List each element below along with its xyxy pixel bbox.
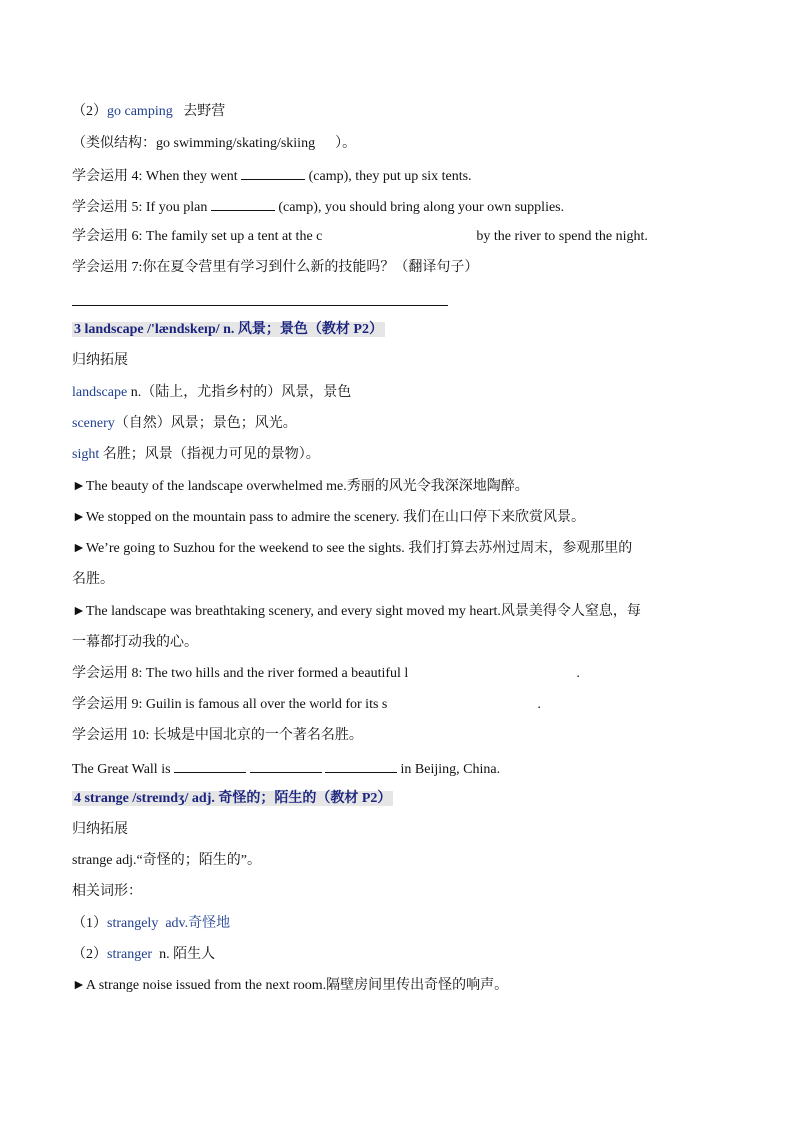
- practice-5-rest: (camp), you should bring along your own supplies.: [278, 200, 565, 215]
- phrase-translation: 去野营: [183, 104, 226, 119]
- related-forms-label: 相关词形：: [72, 884, 142, 899]
- practice-10-blank-3[interactable]: [325, 758, 397, 773]
- word-strangely: strangely: [107, 916, 159, 931]
- similar-structure-text: （类似结构：go swimming/skating/skiing: [72, 136, 316, 151]
- practice-10-blank-1[interactable]: [174, 758, 246, 773]
- practice-9-text: 学会运用 9: Guilin is famous all over the world for its s: [72, 697, 388, 712]
- def-scenery: [72, 414, 297, 434]
- section-3-guina: 归纳拓展: [72, 353, 128, 368]
- practice-4-rest: (camp), they put up six tents.: [308, 169, 472, 184]
- def-scenery-text: （自然）风景；景色；风光。: [114, 416, 297, 431]
- related-1-index: （1）: [72, 916, 107, 931]
- def-strange: strange adj.“奇怪的；陌生的”。: [72, 853, 261, 868]
- word-landscape: landscape: [72, 385, 128, 400]
- def-sight-text: 名胜；风景（指视力可见的景物）。: [99, 447, 320, 462]
- practice-10: 学会运用 10: 长城是中国北京的一个著名名胜。: [72, 728, 363, 743]
- practice-10-start: The Great Wall is: [72, 762, 171, 777]
- example-3-1: ►The beauty of the landscape overwhelmed me.秀丽的风光令我深深地陶醉。: [72, 479, 529, 494]
- practice-5-blank[interactable]: [211, 196, 275, 211]
- section-3-heading: 3 landscape /'lændskeɪp/ n. 风景；景色（教材 P2）: [74, 322, 383, 337]
- practice-8-end: .: [576, 666, 580, 681]
- practice-9-end: .: [537, 697, 541, 712]
- phrase-go-camping: go camping: [107, 104, 173, 119]
- item-index: （2）: [72, 104, 107, 119]
- example-3-3b: 名胜。: [72, 572, 114, 587]
- related-2-def: n. 陌生人: [159, 947, 216, 962]
- section-4-heading: 4 strange /streɪndʒ/ adj. 奇怪的；陌生的（教材 P2）: [74, 791, 392, 806]
- section-4-heading-line: [72, 789, 393, 809]
- related-stranger: [72, 945, 215, 965]
- def-sight: [72, 445, 320, 465]
- practice-6-rest: by the river to spend the night.: [476, 229, 648, 244]
- similar-structure-note: [72, 134, 356, 154]
- item-go-camping: [72, 102, 225, 122]
- practice-4-blank[interactable]: [241, 165, 305, 180]
- practice-4-text: 学会运用 4: When they went: [72, 169, 238, 184]
- related-2-index: （2）: [72, 947, 107, 962]
- practice-8-text: 学会运用 8: The two hills and the river formed a beautiful l: [72, 666, 409, 681]
- similar-structure-close: ）。: [335, 136, 357, 151]
- practice-10-blank-2[interactable]: [250, 758, 322, 773]
- practice-6: [72, 227, 648, 247]
- section-4-guina: 归纳拓展: [72, 822, 128, 837]
- practice-5-text: 学会运用 5: If you plan: [72, 200, 208, 215]
- word-sight: sight: [72, 447, 100, 462]
- related-strangely: [72, 914, 230, 934]
- def-landscape-text: n.（陆上，尤指乡村的）风景，景色: [127, 385, 352, 400]
- word-scenery: scenery: [72, 416, 115, 431]
- practice-7: 学会运用 7:你在夏令营里有学习到什么新的技能吗？（翻译句子）: [72, 260, 479, 275]
- practice-7-answer-line[interactable]: [72, 305, 448, 306]
- example-4-1: ►A strange noise issued from the next room.隔壁房间里传出奇怪的响声。: [72, 978, 509, 993]
- example-3-4a: ►The landscape was breathtaking scenery, and every sight moved my heart.风景美得令人窒息，每: [72, 604, 641, 619]
- word-stranger: stranger: [107, 947, 153, 962]
- practice-8: [72, 664, 580, 684]
- practice-5: [72, 196, 564, 218]
- section-3-heading-line: [72, 320, 385, 340]
- example-3-3a: ►We’re going to Suzhou for the weekend to see the sights. 我们打算去苏州过周末，参观那里的: [72, 541, 633, 556]
- related-1-def: adv.奇怪地: [165, 916, 231, 931]
- practice-9: [72, 695, 541, 715]
- practice-6-text: 学会运用 6: The family set up a tent at the c: [72, 229, 323, 244]
- example-3-4b: 一幕都打动我的心。: [72, 635, 198, 650]
- example-3-2: ►We stopped on the mountain pass to admire the scenery. 我们在山口停下来欣赏风景。: [72, 510, 586, 525]
- def-landscape: [72, 383, 351, 403]
- practice-10-answer: [72, 758, 500, 780]
- practice-4: [72, 165, 472, 187]
- practice-10-end: in Beijing, China.: [400, 762, 501, 777]
